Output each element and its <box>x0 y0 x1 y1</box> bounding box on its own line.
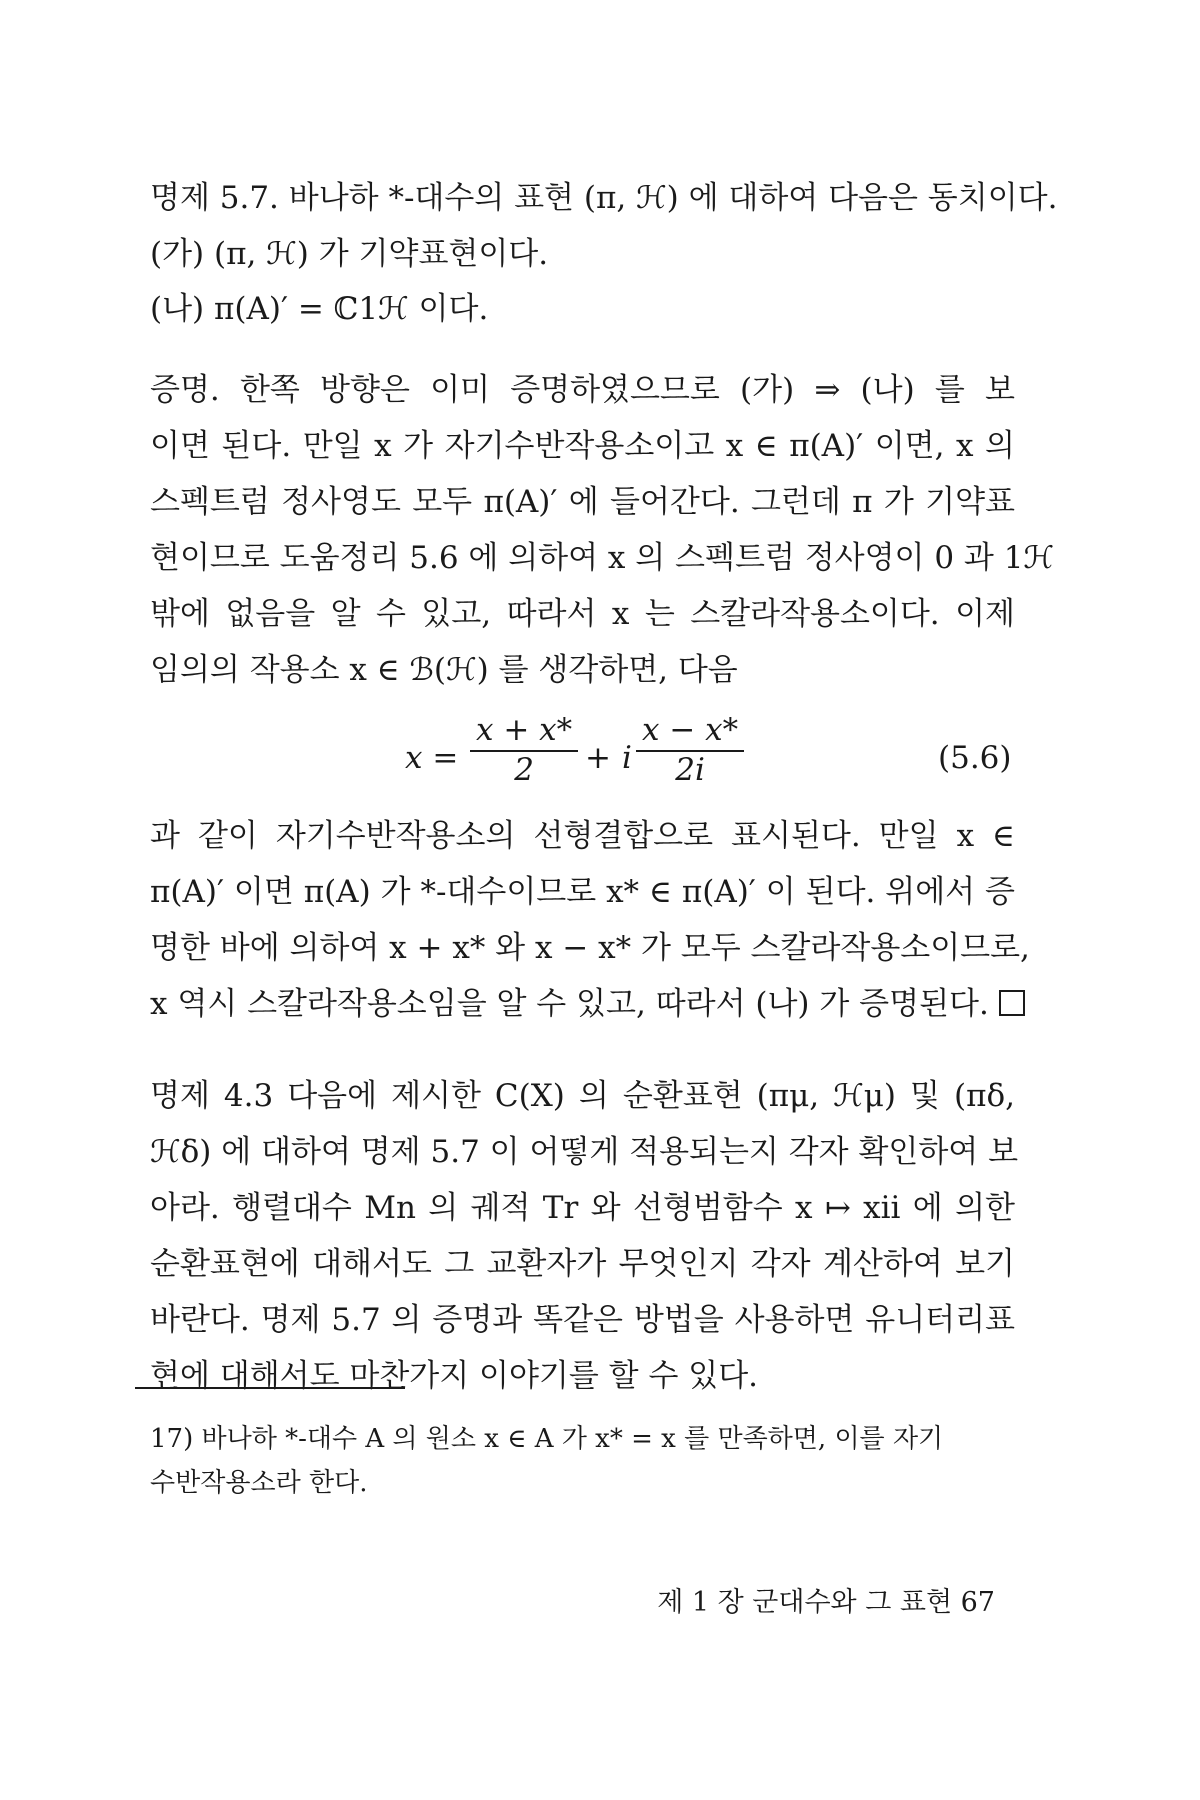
proof-line-1: 증명. 한쪽 방향은 이미 증명하였으므로 (가) ⇒ (나) 를 보 <box>150 372 1015 408</box>
after-eq-line-3: 명한 바에 의하여 x + x* 와 x − x* 가 모두 스칼라작용소이므로, <box>150 930 1030 966</box>
exercise-line-6: 현에 대해서도 마찬가지 이야기를 할 수 있다. <box>150 1358 759 1394</box>
qed-box-icon <box>999 990 1025 1016</box>
fraction-1-denominator: 2 <box>514 752 534 788</box>
equation-number: (5.6) <box>938 740 1012 776</box>
fraction-1-numerator: x + x* <box>476 712 573 748</box>
fraction-2-numerator: x − x* <box>642 712 739 748</box>
proof-line-3: 스펙트럼 정사영도 모두 π(A)′ 에 들어간다. 그런데 π 가 기약표 <box>150 484 1015 520</box>
equation-plus: + <box>585 740 611 776</box>
running-footer: 제 1 장 군대수와 그 표현 67 <box>657 1587 995 1618</box>
equation-5-6 <box>0 712 1200 802</box>
footnote-line-2: 수반작용소라 한다. <box>150 1468 368 1498</box>
exercise-line-2: ℋδ) 에 대하여 명제 5.7 이 어떻게 적용되는지 각자 확인하여 보 <box>150 1134 1019 1170</box>
proof-line-6: 임의의 작용소 x ∈ ℬ(ℋ) 를 생각하면, 다음 <box>150 652 738 688</box>
equation-i: i <box>622 740 632 776</box>
proof-line-5: 밖에 없음을 알 수 있고, 따라서 x 는 스칼라작용소이다. 이제 <box>150 596 1015 632</box>
fraction-x-minus-xstar <box>636 712 744 788</box>
fraction-2-denominator: 2i <box>675 752 705 788</box>
footnote-line-1: 17) 바나하 *-대수 A 의 원소 x ∈ A 가 x* = x 를 만족하면, 이를 자기 <box>150 1424 944 1454</box>
equation-lhs: x = <box>405 740 459 776</box>
exercise-line-5: 바란다. 명제 5.7 의 증명과 똑같은 방법을 사용하면 유니터리표 <box>150 1302 1015 1338</box>
proposition-heading: 명제 5.7. 바나하 *-대수의 표현 (π, ℋ) 에 대하여 다음은 동치이다. <box>150 180 1058 216</box>
proof-line-4: 현이므로 도움정리 5.6 에 의하여 x 의 스펙트럼 정사영이 0 과 1ℋ <box>150 540 1055 576</box>
exercise-line-4: 순환표현에 대해서도 그 교환자가 무엇인지 각자 계산하여 보기 <box>150 1246 1015 1282</box>
proof-line-2: 이면 된다. 만일 x 가 자기수반작용소이고 x ∈ π(A)′ 이면, x 의 <box>150 428 1015 464</box>
footnote-rule <box>135 1387 405 1389</box>
proposition-item-a: (가) (π, ℋ) 가 기약표현이다. <box>150 236 549 272</box>
fraction-x-plus-xstar <box>470 712 578 788</box>
exercise-line-1: 명제 4.3 다음에 제시한 C(X) 의 순환표현 (πμ, ℋμ) 및 (πδ, <box>150 1078 1015 1114</box>
after-eq-line-1: 과 같이 자기수반작용소의 선형결합으로 표시된다. 만일 x ∈ <box>150 818 1015 854</box>
proposition-item-b: (나) π(A)′ = ℂ1ℋ 이다. <box>150 291 489 327</box>
after-eq-line-4-text: x 역시 스칼라작용소임을 알 수 있고, 따라서 (나) 가 증명된다. <box>150 986 989 1022</box>
after-eq-line-4 <box>150 978 1025 1023</box>
after-eq-line-2: π(A)′ 이면 π(A) 가 *-대수이므로 x* ∈ π(A)′ 이 된다. 위에서 증 <box>150 874 1015 910</box>
exercise-line-3: 아라. 행렬대수 Mn 의 궤적 Tr 와 선형범함수 x ↦ xii 에 의한 <box>150 1190 1015 1226</box>
